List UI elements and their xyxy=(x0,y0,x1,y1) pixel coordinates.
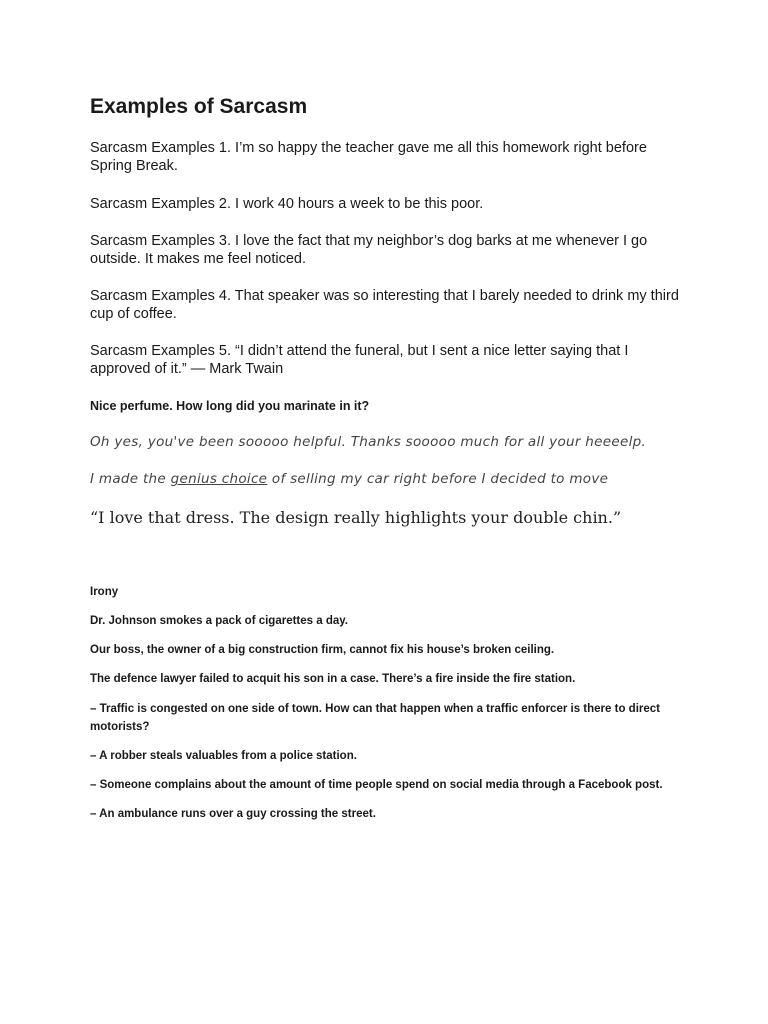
irony-item: – Someone complains about the amount of time people spend on social media through a Facebook post. xyxy=(90,779,663,791)
irony-item: Dr. Johnson smokes a pack of cigarettes a day. xyxy=(90,615,348,627)
irony-item: The defence lawyer failed to acquit his son in a case. There’s a fire inside the fire station. xyxy=(90,673,576,685)
genius-choice-line xyxy=(90,471,608,487)
sarcasm-example-4: Sarcasm Examples 4. That speaker was so interesting that I barely needed to drink my third cup of coffee. xyxy=(90,288,679,322)
irony-item: – An ambulance runs over a guy crossing the street. xyxy=(90,808,376,820)
sarcasm-example-5: Sarcasm Examples 5. “I didn’t attend the funeral, but I sent a nice letter saying that I approved of it.” — Mark Twain xyxy=(90,343,629,377)
sarcasm-example-3: Sarcasm Examples 3. I love the fact that my neighbor’s dog barks at me whenever I go outside. It makes me feel noticed. xyxy=(90,233,648,267)
document-title: Examples of Sarcasm xyxy=(90,95,308,118)
genius-line-before: I made the xyxy=(90,471,171,487)
helpful-line: Oh yes, you've been sooooo helpful. Thanks sooooo much for all your heeeelp. xyxy=(90,434,647,450)
perfume-line: Nice perfume. How long did you marinate in it? xyxy=(90,399,370,413)
genius-line-underlined: genius choice xyxy=(170,471,268,487)
irony-heading: Irony xyxy=(90,586,119,598)
genius-line-after: of selling my car right before I decided to move xyxy=(267,471,609,487)
irony-item: – A robber steals valuables from a police station. xyxy=(90,750,357,762)
sarcasm-example-2: Sarcasm Examples 2. I work 40 hours a week to be this poor. xyxy=(90,196,484,212)
dress-quote: “I love that dress. The design really highlights your double chin.” xyxy=(90,508,622,527)
irony-item: Our boss, the owner of a big construction firm, cannot fix his house’s broken ceiling. xyxy=(90,644,555,656)
sarcasm-example-1: Sarcasm Examples 1. I’m so happy the teacher gave me all this homework right before Spring Break. xyxy=(90,140,647,174)
irony-item: – Traffic is congested on one side of town. How can that happen when a traffic enforcer is there to direct motorists? xyxy=(90,703,660,733)
